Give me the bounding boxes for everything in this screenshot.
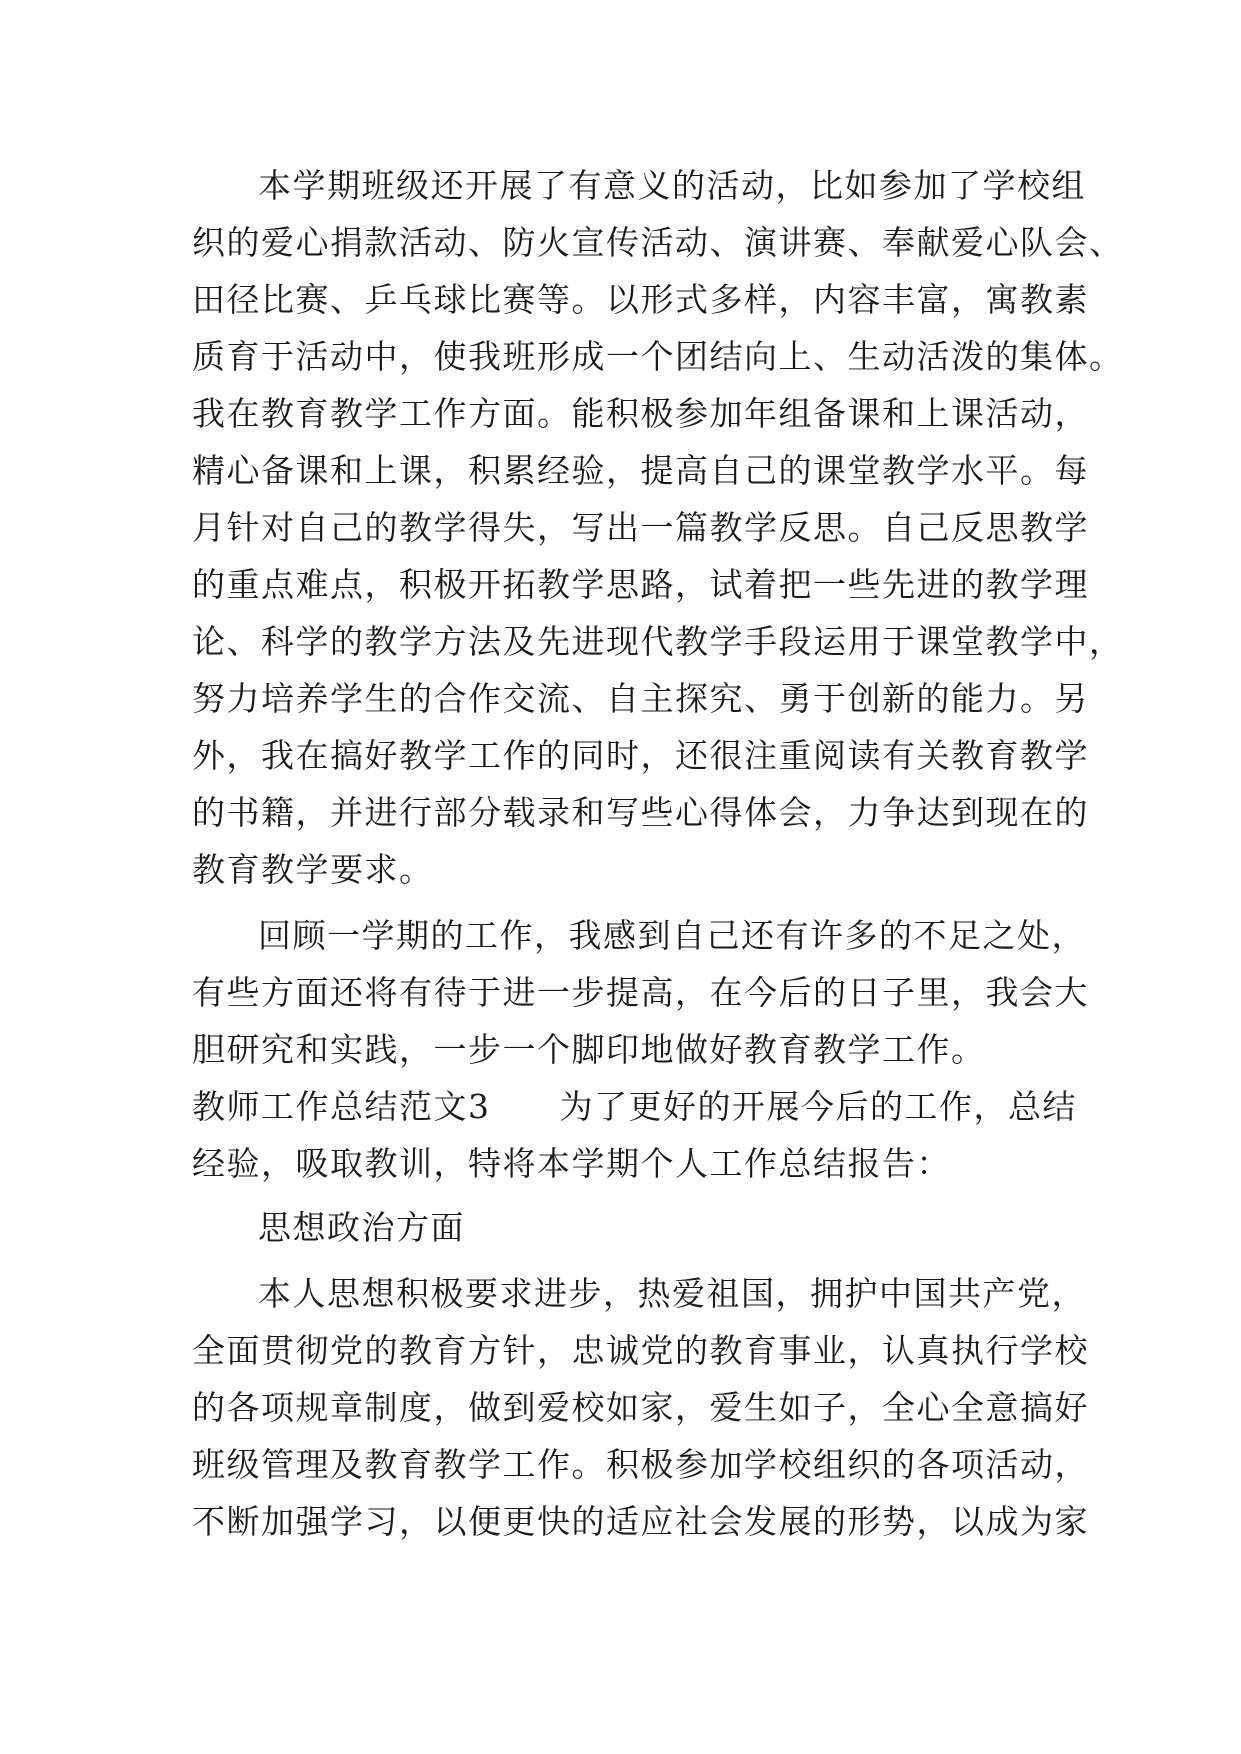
text-line: 经验，吸取教训，特将本学期个人工作总结报告： bbox=[192, 1144, 951, 1183]
text-line: 不断加强学习，以便更快的适应社会发展的形势，以成为家 bbox=[192, 1502, 1089, 1541]
subsection-heading: 思想政治方面 bbox=[258, 1208, 465, 1247]
text-line: 精心备课和上课，积累经验，提高自己的课堂教学水平。每 bbox=[192, 451, 1089, 490]
text-line: 我在教育教学工作方面。能积极参加年组备课和上课活动， bbox=[192, 394, 1089, 433]
text-line: 本学期班级还开展了有意义的活动，比如参加了学校组 bbox=[258, 166, 1086, 205]
text-line: 回顾一学期的工作，我感到自己还有许多的不足之处， bbox=[258, 916, 1086, 955]
text-line: 的书籍，并进行部分载录和写些心得体会，力争达到现在的 bbox=[192, 793, 1089, 832]
text-line: 有些方面还将有待于进一步提高，在今后的日子里，我会大 bbox=[192, 973, 1089, 1012]
text-line: 论、科学的教学方法及先进现代教学手段运用于课堂教学中， bbox=[192, 622, 1124, 661]
text-line: 胆研究和实践，一步一个脚印地做好教育教学工作。 bbox=[192, 1030, 986, 1069]
text-line: 努力培养学生的合作交流、自主探究、勇于创新的能力。另 bbox=[192, 679, 1089, 718]
text-line: 月针对自己的教学得失，写出一篇教学反思。自己反思教学 bbox=[192, 508, 1089, 547]
text-line: 织的爱心捐款活动、防火宣传活动、演讲赛、奉献爱心队会、 bbox=[192, 223, 1124, 262]
section-heading-line: 教师工作总结范文3 为了更好的开展今后的工作，总结 bbox=[192, 1087, 1077, 1126]
text-line: 本人思想积极要求进步，热爱祖国，拥护中国共产党， bbox=[258, 1274, 1086, 1313]
text-line: 班级管理及教育教学工作。积极参加学校组织的各项活动， bbox=[192, 1445, 1089, 1484]
text-line: 外，我在搞好教学工作的同时，还很注重阅读有关教育教学 bbox=[192, 736, 1089, 775]
text-line: 的重点难点，积极开拓教学思路，试着把一些先进的教学理 bbox=[192, 565, 1089, 604]
text-line: 质育于活动中，使我班形成一个团结向上、生动活泼的集体。 bbox=[192, 337, 1124, 376]
text-line: 田径比赛、乒乓球比赛等。以形式多样，内容丰富，寓教素 bbox=[192, 280, 1089, 319]
text-line: 的各项规章制度，做到爱校如家，爱生如子，全心全意搞好 bbox=[192, 1388, 1089, 1427]
text-line: 教育教学要求。 bbox=[192, 850, 434, 889]
text-line: 全面贯彻党的教育方针，忠诚党的教育事业，认真执行学校 bbox=[192, 1331, 1089, 1370]
